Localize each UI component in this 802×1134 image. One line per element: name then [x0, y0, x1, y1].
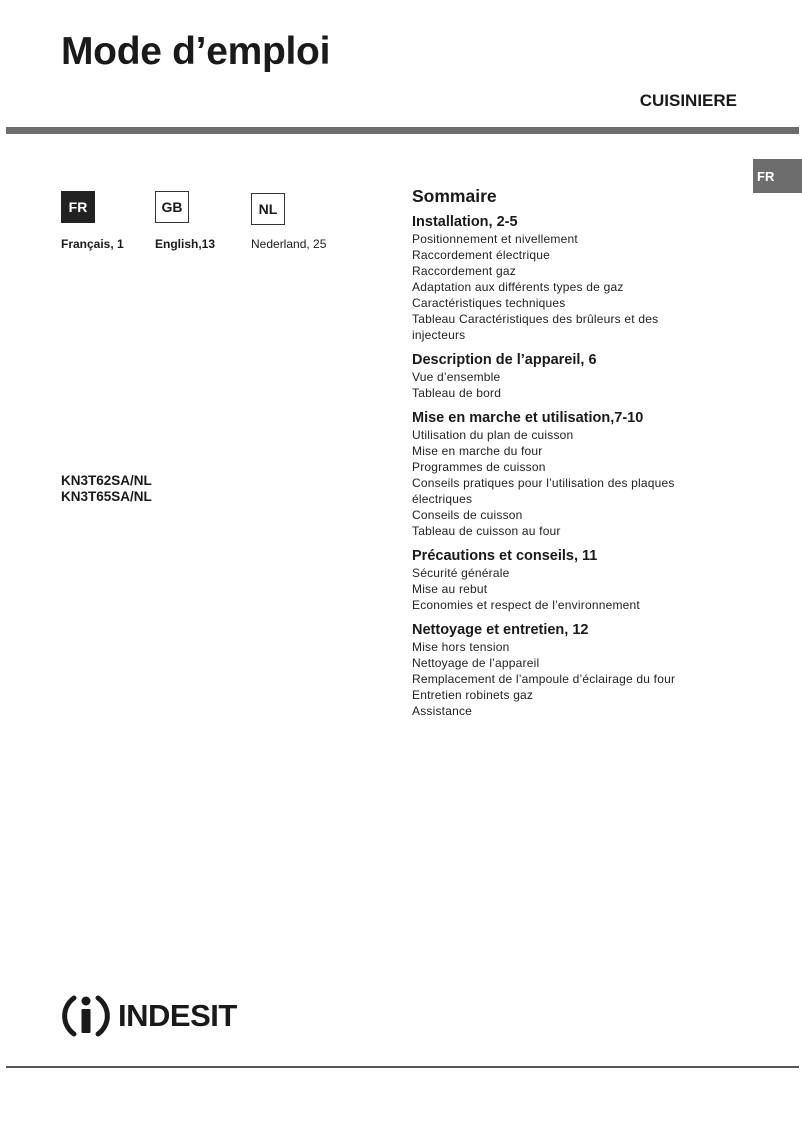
toc-item: injecteurs: [412, 328, 466, 342]
toc-item: Sécurité générale: [412, 566, 510, 580]
language-side-tab: FR: [753, 159, 802, 193]
indesit-logo-icon: [60, 990, 112, 1042]
toc-item: Nettoyage de l’appareil: [412, 656, 540, 670]
brand-name: INDESIT: [118, 998, 237, 1033]
toc-section: [412, 409, 712, 539]
toc-item: Mise en marche du four: [412, 444, 543, 458]
toc-item: Assistance: [412, 704, 473, 718]
toc-item: Raccordement électrique: [412, 248, 551, 262]
toc-item: Tableau de cuisson au four: [412, 524, 561, 538]
toc-section: [412, 547, 712, 613]
language-label: Nederland, 25: [251, 237, 327, 251]
page-title: Mode d’emploi: [61, 30, 331, 73]
language-nl[interactable]: [251, 193, 326, 251]
toc-item: Programmes de cuisson: [412, 460, 546, 474]
top-divider: [6, 127, 799, 134]
language-fr[interactable]: [61, 191, 124, 251]
toc-section-heading[interactable]: Précautions et conseils, 11: [412, 548, 598, 564]
toc-item: Entretien robinets gaz: [412, 688, 534, 702]
toc-section-heading[interactable]: Installation, 2-5: [412, 214, 518, 230]
language-label: English,13: [155, 237, 216, 251]
toc-item: Conseils pratiques pour l’utilisation des plaques: [412, 476, 675, 490]
model-number: KN3T62SA/NL: [61, 473, 152, 488]
model-number: KN3T65SA/NL: [61, 489, 152, 504]
toc-section-heading[interactable]: Mise en marche et utilisation,7-10: [412, 410, 644, 426]
model-numbers: [61, 473, 152, 505]
table-of-contents: [412, 186, 712, 727]
toc-item: Vue d’ensemble: [412, 370, 501, 384]
language-code-box: NL: [251, 193, 285, 225]
toc-section: [412, 351, 712, 401]
toc-item: électriques: [412, 492, 473, 506]
toc-item: Caractéristiques techniques: [412, 296, 566, 310]
toc-item: Conseils de cuisson: [412, 508, 523, 522]
language-label: Français, 1: [61, 237, 124, 251]
toc-item: Tableau Caractéristiques des brûleurs et des: [412, 312, 659, 326]
toc-section-heading[interactable]: Nettoyage et entretien, 12: [412, 622, 589, 638]
toc-item: Mise au rebut: [412, 582, 488, 596]
toc-item: Mise hors tension: [412, 640, 510, 654]
language-gb[interactable]: [155, 191, 215, 251]
toc-item: Economies et respect de l’environnement: [412, 598, 640, 612]
bottom-divider: [6, 1066, 799, 1068]
toc-item: Raccordement gaz: [412, 264, 516, 278]
toc-item: Tableau de bord: [412, 386, 502, 400]
toc-item: Adaptation aux différents types de gaz: [412, 280, 624, 294]
toc-item: Positionnement et nivellement: [412, 232, 578, 246]
language-code-box: FR: [61, 191, 95, 223]
toc-section-heading[interactable]: Description de l’appareil, 6: [412, 352, 597, 368]
toc-item: Remplacement de l’ampoule d’éclairage du four: [412, 672, 676, 686]
toc-title: Sommaire: [412, 186, 497, 206]
toc-section: [412, 621, 712, 719]
language-code-box: GB: [155, 191, 189, 223]
indesit-logo: [60, 990, 237, 1042]
toc-section: [412, 213, 712, 343]
toc-item: Utilisation du plan de cuisson: [412, 428, 574, 442]
product-type: CUISINIERE: [639, 91, 737, 110]
